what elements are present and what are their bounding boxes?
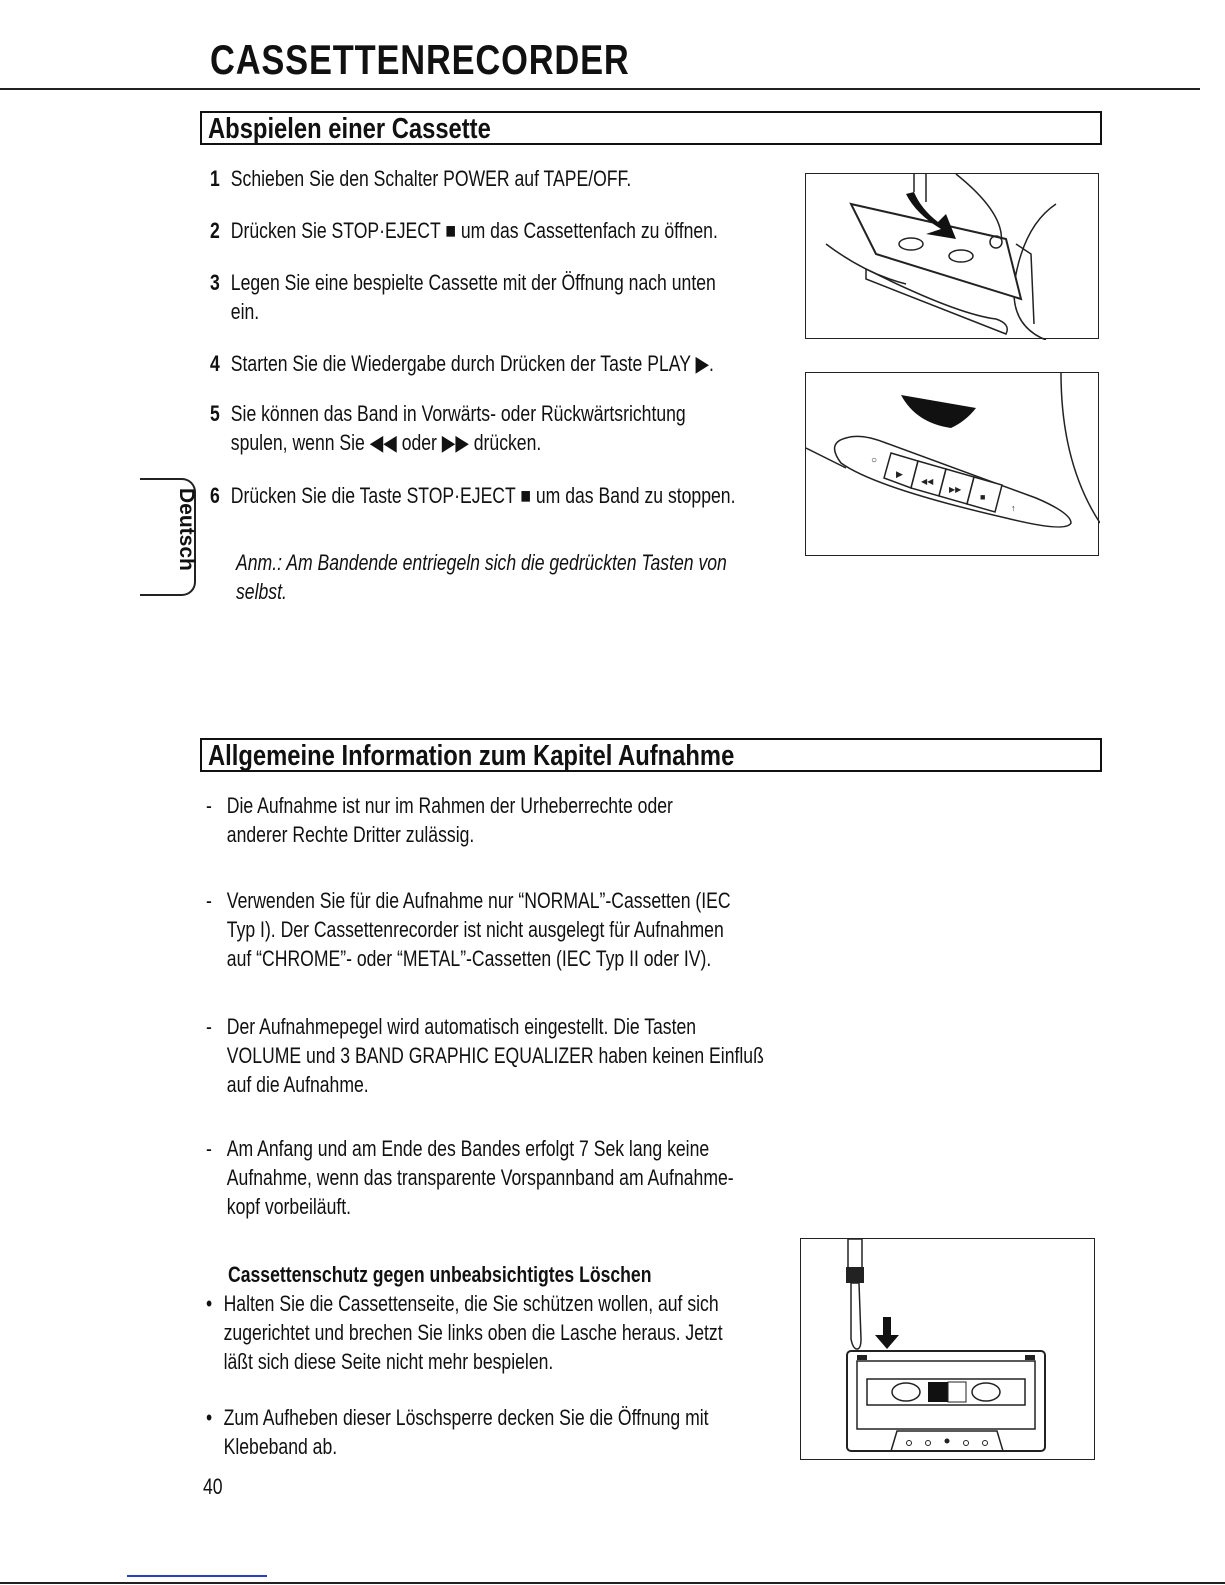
- note-line: selbst.: [236, 579, 287, 604]
- item-text: zugerichtet und brechen Sie links oben die Lasche heraus. Jetzt: [223, 1320, 723, 1345]
- item-text: Die Aufnahme ist nur im Rahmen der Urheberrechte oder: [226, 793, 673, 818]
- svg-text:■: ■: [980, 492, 986, 502]
- item-text: anderer Rechte Dritter zulässig.: [226, 822, 475, 847]
- bullet-marker: -: [206, 1136, 212, 1161]
- protection-item: [206, 1403, 709, 1461]
- item-text: Halten Sie die Cassettenseite, die Sie schützen wollen, auf sich: [223, 1291, 719, 1316]
- cassette-insert-figure: [805, 173, 1099, 339]
- step-3: [210, 268, 716, 326]
- item-text: Der Aufnahmepegel wird automatisch eingestellt. Die Tasten: [226, 1014, 697, 1039]
- cassette-tab-break-illustration: [801, 1239, 1096, 1461]
- item-text: Typ I). Der Cassettenrecorder ist nicht ausgelegt für Aufnahmen: [226, 917, 724, 942]
- info-item: [206, 791, 673, 849]
- step-text: Schieben Sie den Schalter POWER auf TAPE/OFF.: [230, 166, 632, 191]
- bullet-marker: -: [206, 888, 212, 913]
- step-text: Legen Sie eine bespielte Cassette mit der Öffnung nach unten: [230, 270, 716, 295]
- page-title: CASSETTENRECORDER: [210, 36, 630, 83]
- step-number: 3: [210, 270, 220, 295]
- bullet-dot: •: [206, 1291, 213, 1316]
- step-text-continued: spulen, wenn Sie ◀◀ oder ▶▶ drücken.: [230, 430, 542, 455]
- item-text: Zum Aufheben dieser Löschsperre decken Sie die Öffnung mit: [223, 1405, 709, 1430]
- item-text: Klebeband ab.: [223, 1434, 338, 1459]
- info-item: [206, 1012, 764, 1099]
- step-5: [210, 399, 686, 457]
- step-1: [210, 164, 631, 193]
- step-number: 2: [210, 218, 220, 243]
- item-text: auf “CHROME”- oder “METAL”-Cassetten (IEC Typ II oder IV).: [226, 946, 712, 971]
- footer-accent-line: [127, 1575, 267, 1577]
- step-number: 6: [210, 483, 220, 508]
- step-2: [210, 216, 718, 245]
- cassette-tab-figure: [800, 1238, 1095, 1460]
- bullet-dot: •: [206, 1405, 213, 1430]
- step-text: Drücken Sie STOP·EJECT ■ um das Cassettenfach zu öffnen.: [230, 218, 718, 243]
- protection-item: [206, 1289, 723, 1376]
- item-text: Aufnahme, wenn das transparente Vorspannband am Aufnahme-: [226, 1165, 734, 1190]
- step-number: 4: [210, 351, 220, 376]
- section-heading-text: Abspielen einer Cassette: [208, 113, 491, 145]
- item-text: kopf vorbeiläuft.: [226, 1194, 352, 1219]
- step-text: Starten Sie die Wiedergabe durch Drücken der Taste PLAY ▶.: [230, 351, 714, 376]
- subheading-erase-protection: Cassettenschutz gegen unbeabsichtigtes Löschen: [228, 1262, 652, 1287]
- language-tab: [140, 478, 196, 596]
- step-4: [210, 349, 714, 378]
- section-heading-text: Allgemeine Information zum Kapitel Aufnahme: [208, 740, 735, 772]
- footer-divider: [0, 1582, 1225, 1584]
- step-6: [210, 481, 735, 510]
- title-divider: [0, 88, 1200, 90]
- info-item: [206, 886, 731, 973]
- item-text: Verwenden Sie für die Aufnahme nur “NORMAL”-Cassetten (IEC: [226, 888, 731, 913]
- svg-text:▶▶: ▶▶: [949, 485, 962, 494]
- page-number: 40: [203, 1474, 223, 1499]
- step-text: Sie können das Band in Vorwärts- oder Rückwärtsrichtung: [230, 401, 686, 426]
- step-number: 1: [210, 166, 220, 191]
- svg-text:○: ○: [871, 455, 878, 466]
- svg-text:↑: ↑: [1011, 503, 1016, 513]
- cassette-insert-illustration: [806, 174, 1100, 340]
- step-number: 5: [210, 401, 220, 426]
- svg-text:◀◀: ◀◀: [921, 477, 934, 486]
- section-heading-recording-info: [200, 738, 1102, 772]
- info-item: [206, 1134, 734, 1221]
- tape-buttons-illustration: [806, 373, 1100, 557]
- item-text: läßt sich diese Seite nicht mehr bespielen.: [223, 1349, 554, 1374]
- bullet-marker: -: [206, 1014, 212, 1039]
- step-text: Drücken Sie die Taste STOP·EJECT ■ um das Band zu stoppen.: [230, 483, 736, 508]
- language-tab-label: Deutsch: [175, 488, 198, 571]
- item-text: Am Anfang und am Ende des Bandes erfolgt 7 Sek lang keine: [226, 1136, 710, 1161]
- note: [236, 548, 727, 606]
- svg-text:▶: ▶: [896, 469, 903, 479]
- item-text: VOLUME und 3 BAND GRAPHIC EQUALIZER haben keinen Einfluß: [226, 1043, 764, 1068]
- note-line: Anm.: Am Bandende entriegeln sich die gedrückten Tasten von: [236, 550, 727, 575]
- bullet-marker: -: [206, 793, 212, 818]
- step-text-continued: ein.: [230, 299, 260, 324]
- item-text: auf die Aufnahme.: [226, 1072, 369, 1097]
- section-heading-playback: [200, 111, 1102, 145]
- tape-buttons-figure: [805, 372, 1099, 556]
